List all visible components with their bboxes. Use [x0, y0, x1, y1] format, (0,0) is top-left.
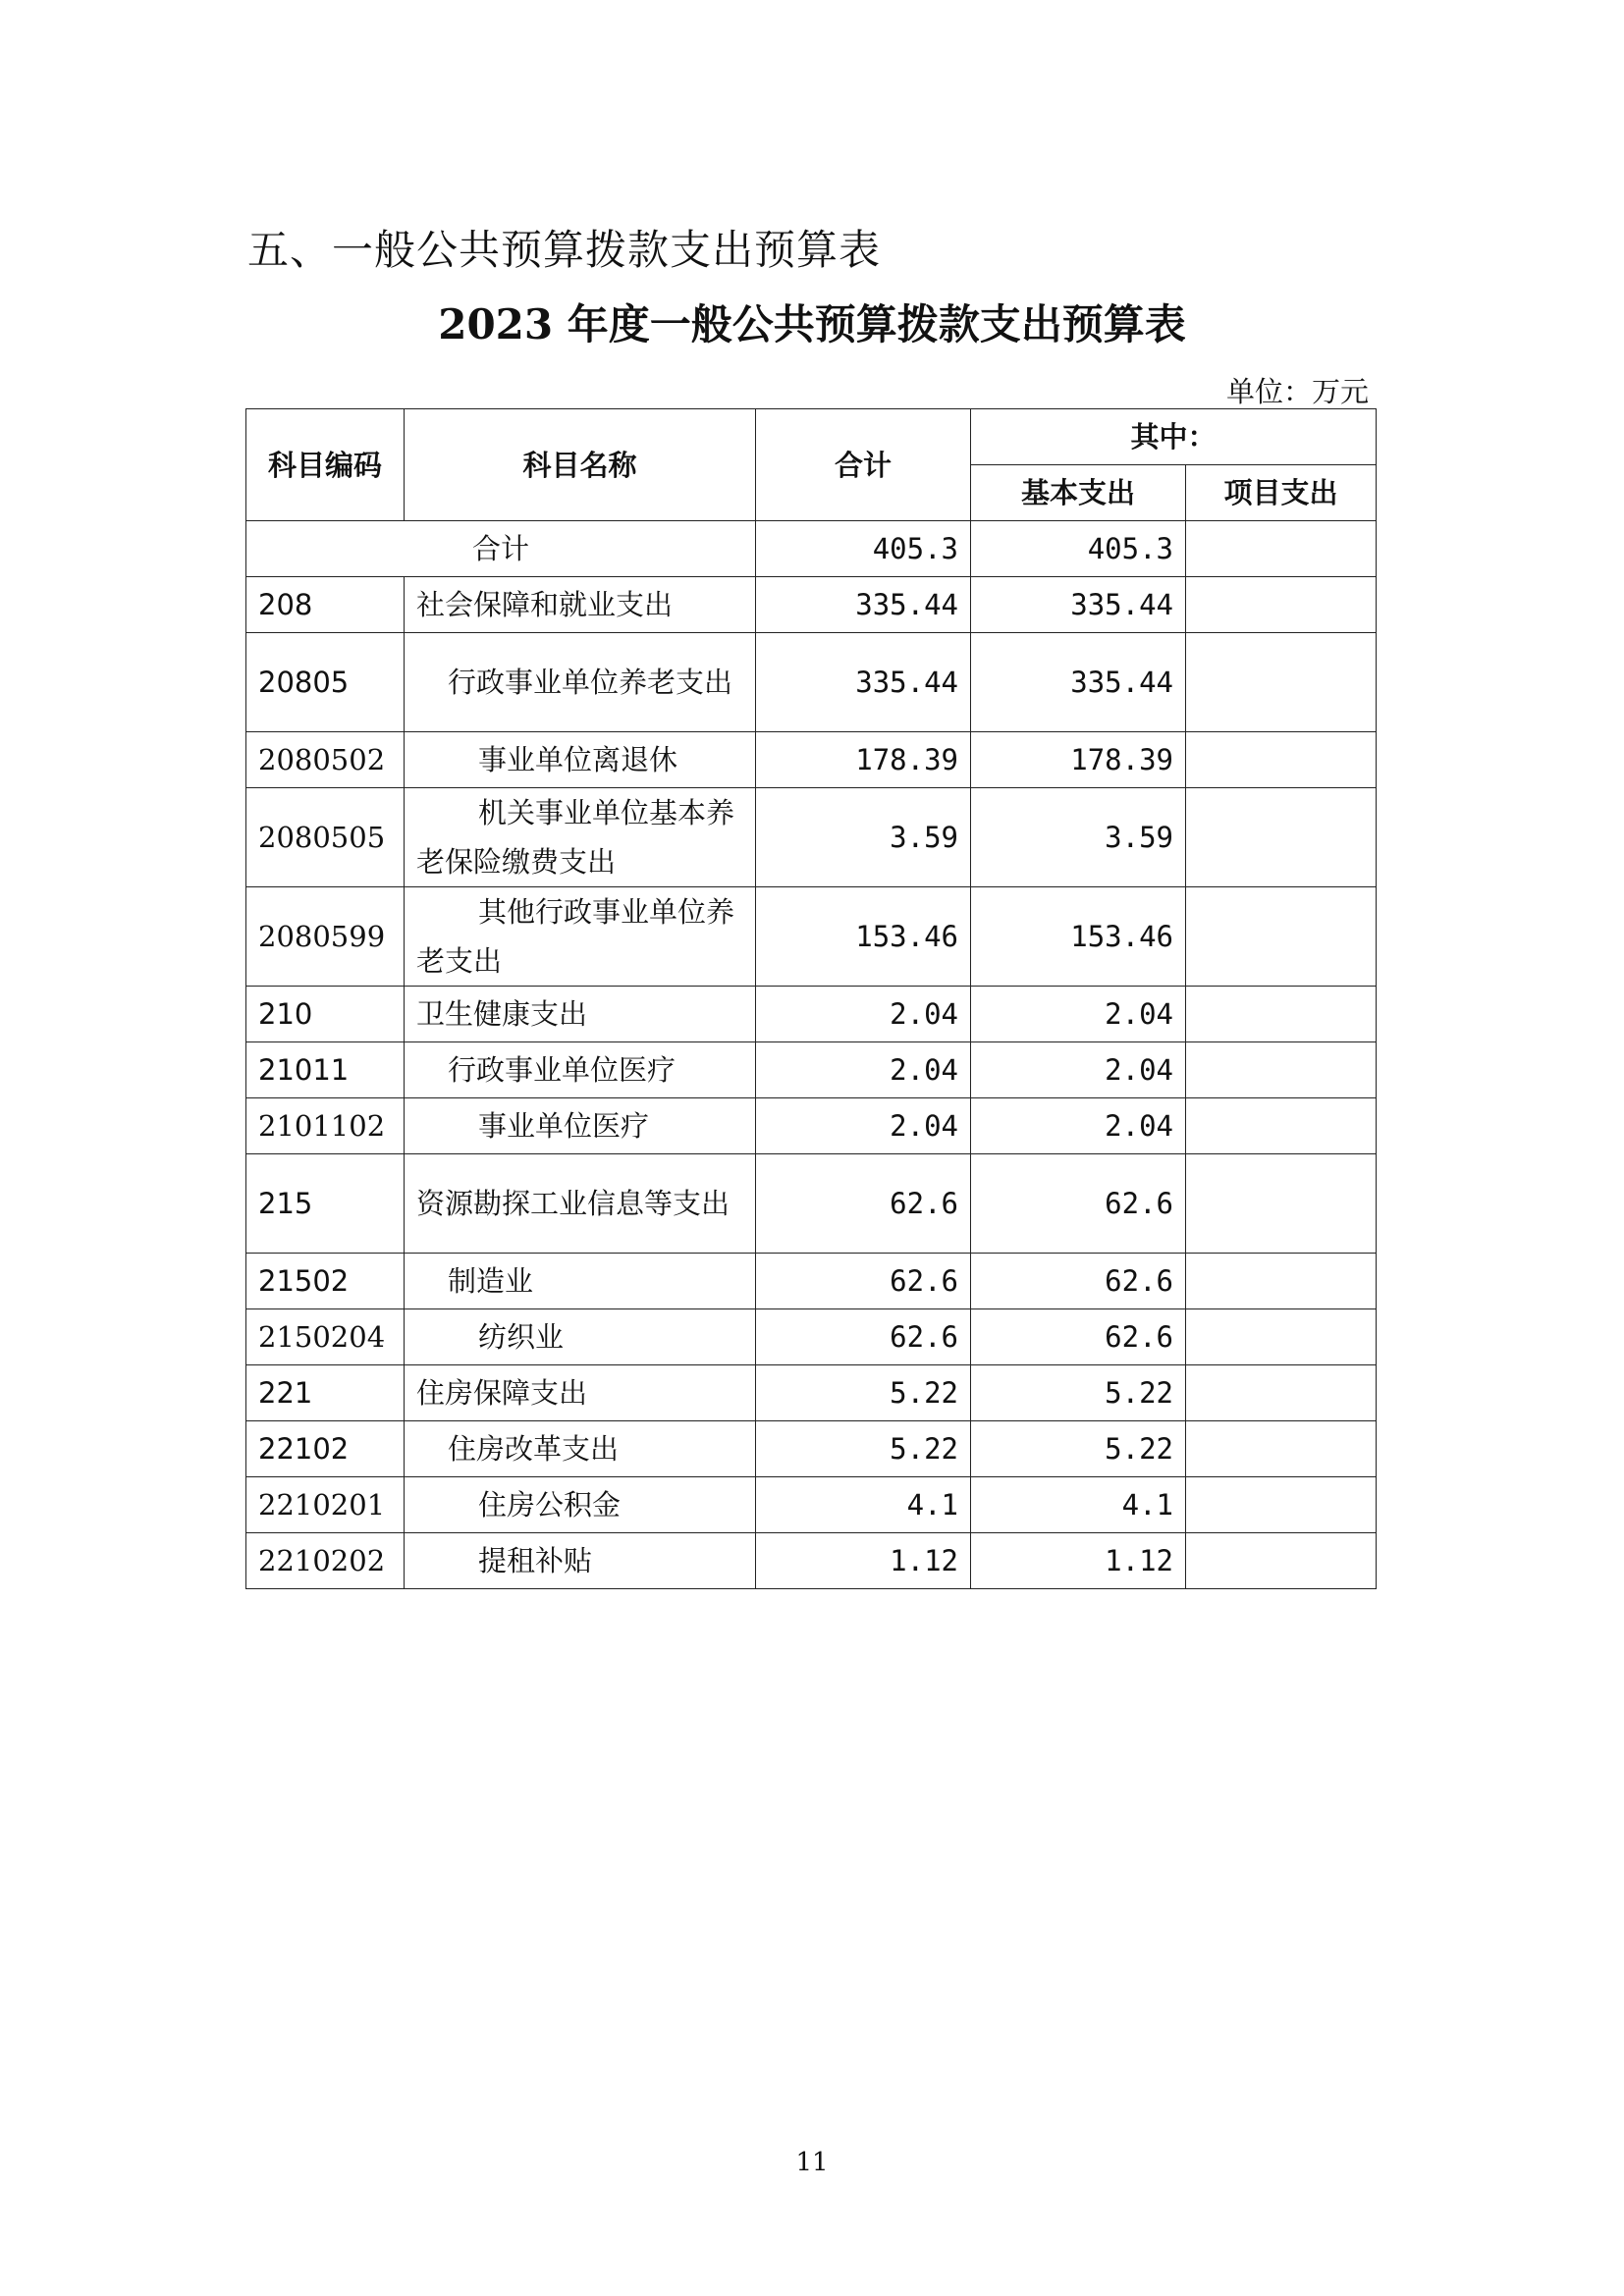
row-basic: 178.39: [971, 732, 1186, 788]
row-basic: 1.12: [971, 1533, 1186, 1589]
row-project: [1186, 1533, 1377, 1589]
table-row: [246, 1154, 1377, 1254]
total-basic: 405.3: [971, 521, 1186, 577]
row-project: [1186, 1098, 1377, 1154]
row-basic: 153.46: [971, 887, 1186, 987]
row-total: 153.46: [756, 887, 971, 987]
header-basic: 基本支出: [971, 465, 1186, 521]
table-row: [246, 788, 1377, 887]
row-code: 20805: [246, 633, 405, 732]
row-name: 事业单位医疗: [405, 1098, 756, 1154]
row-name: 行政事业单位医疗: [405, 1042, 756, 1098]
document-title: 2023 年度一般公共预算拨款支出预算表: [438, 300, 1186, 348]
table-row: [246, 1042, 1377, 1098]
row-code: 22102: [246, 1421, 405, 1477]
row-name: 社会保障和就业支出: [405, 577, 756, 633]
row-project: [1186, 1254, 1377, 1309]
table-header: [246, 409, 1377, 521]
row-code: 2080502: [246, 732, 405, 788]
row-total: 5.22: [756, 1421, 971, 1477]
row-total: 335.44: [756, 577, 971, 633]
row-project: [1186, 1365, 1377, 1421]
header-of-which: 其中：: [971, 409, 1377, 465]
header-project: 项目支出: [1186, 465, 1377, 521]
row-project: [1186, 577, 1377, 633]
row-basic: 3.59: [971, 788, 1186, 887]
table-row: [246, 887, 1377, 987]
section-heading: 五、一般公共预算拨款支出预算表: [247, 226, 882, 274]
header-total: 合计: [756, 409, 971, 521]
header-code: 科目编码: [246, 409, 405, 521]
total-row: [246, 521, 1377, 577]
row-basic: 335.44: [971, 633, 1186, 732]
row-code: 21502: [246, 1254, 405, 1309]
row-name: 行政事业单位养老支出: [405, 633, 756, 732]
total-value: 405.3: [756, 521, 971, 577]
row-total: 4.1: [756, 1477, 971, 1533]
row-name: 资源勘探工业信息等支出: [405, 1154, 756, 1254]
row-code: 21011: [246, 1042, 405, 1098]
total-project: [1186, 521, 1377, 577]
row-project: [1186, 987, 1377, 1042]
row-code: 2101102: [246, 1098, 405, 1154]
row-name: 卫生健康支出: [405, 987, 756, 1042]
row-name: 其他行政事业单位养老支出: [405, 887, 756, 987]
table-row: [246, 1533, 1377, 1589]
table-row: [246, 732, 1377, 788]
row-code: 2080505: [246, 788, 405, 887]
row-project: [1186, 732, 1377, 788]
row-code: 2080599: [246, 887, 405, 987]
row-code: 221: [246, 1365, 405, 1421]
row-name: 提租补贴: [405, 1533, 756, 1589]
row-total: 62.6: [756, 1309, 971, 1365]
row-project: [1186, 1309, 1377, 1365]
row-project: [1186, 1154, 1377, 1254]
row-basic: 2.04: [971, 1098, 1186, 1154]
row-basic: 4.1: [971, 1477, 1186, 1533]
row-project: [1186, 1421, 1377, 1477]
row-total: 3.59: [756, 788, 971, 887]
row-total: 2.04: [756, 987, 971, 1042]
row-basic: 62.6: [971, 1254, 1186, 1309]
row-total: 1.12: [756, 1533, 971, 1589]
row-total: 178.39: [756, 732, 971, 788]
total-label: 合计: [246, 521, 756, 577]
row-total: 2.04: [756, 1098, 971, 1154]
table-body: [246, 521, 1377, 1589]
table-row: [246, 1421, 1377, 1477]
row-basic: 2.04: [971, 1042, 1186, 1098]
row-total: 335.44: [756, 633, 971, 732]
row-name: 住房改革支出: [405, 1421, 756, 1477]
row-project: [1186, 887, 1377, 987]
table-row: [246, 987, 1377, 1042]
row-code: 2150204: [246, 1309, 405, 1365]
row-code: 210: [246, 987, 405, 1042]
row-basic: 62.6: [971, 1154, 1186, 1254]
row-basic: 5.22: [971, 1365, 1186, 1421]
page-number: 11: [795, 2148, 829, 2177]
row-project: [1186, 788, 1377, 887]
header-name: 科目名称: [405, 409, 756, 521]
row-name: 纺织业: [405, 1309, 756, 1365]
row-name: 住房公积金: [405, 1477, 756, 1533]
row-name: 机关事业单位基本养老保险缴费支出: [405, 788, 756, 887]
row-basic: 62.6: [971, 1309, 1186, 1365]
table-row: [246, 1309, 1377, 1365]
row-total: 5.22: [756, 1365, 971, 1421]
row-basic: 335.44: [971, 577, 1186, 633]
table-row: [246, 577, 1377, 633]
row-name: 住房保障支出: [405, 1365, 756, 1421]
row-name: 事业单位离退休: [405, 732, 756, 788]
row-name: 制造业: [405, 1254, 756, 1309]
unit-label: 单位：万元: [1225, 375, 1369, 408]
table-row: [246, 1098, 1377, 1154]
row-code: 208: [246, 577, 405, 633]
row-total: 62.6: [756, 1154, 971, 1254]
row-code: 215: [246, 1154, 405, 1254]
table-row: [246, 1254, 1377, 1309]
row-code: 2210202: [246, 1533, 405, 1589]
row-project: [1186, 1042, 1377, 1098]
row-project: [1186, 1477, 1377, 1533]
row-total: 2.04: [756, 1042, 971, 1098]
row-project: [1186, 633, 1377, 732]
table-row: [246, 633, 1377, 732]
row-code: 2210201: [246, 1477, 405, 1533]
row-basic: 2.04: [971, 987, 1186, 1042]
budget-table: [245, 408, 1377, 1589]
row-total: 62.6: [756, 1254, 971, 1309]
table-row: [246, 1477, 1377, 1533]
row-basic: 5.22: [971, 1421, 1186, 1477]
table-row: [246, 1365, 1377, 1421]
